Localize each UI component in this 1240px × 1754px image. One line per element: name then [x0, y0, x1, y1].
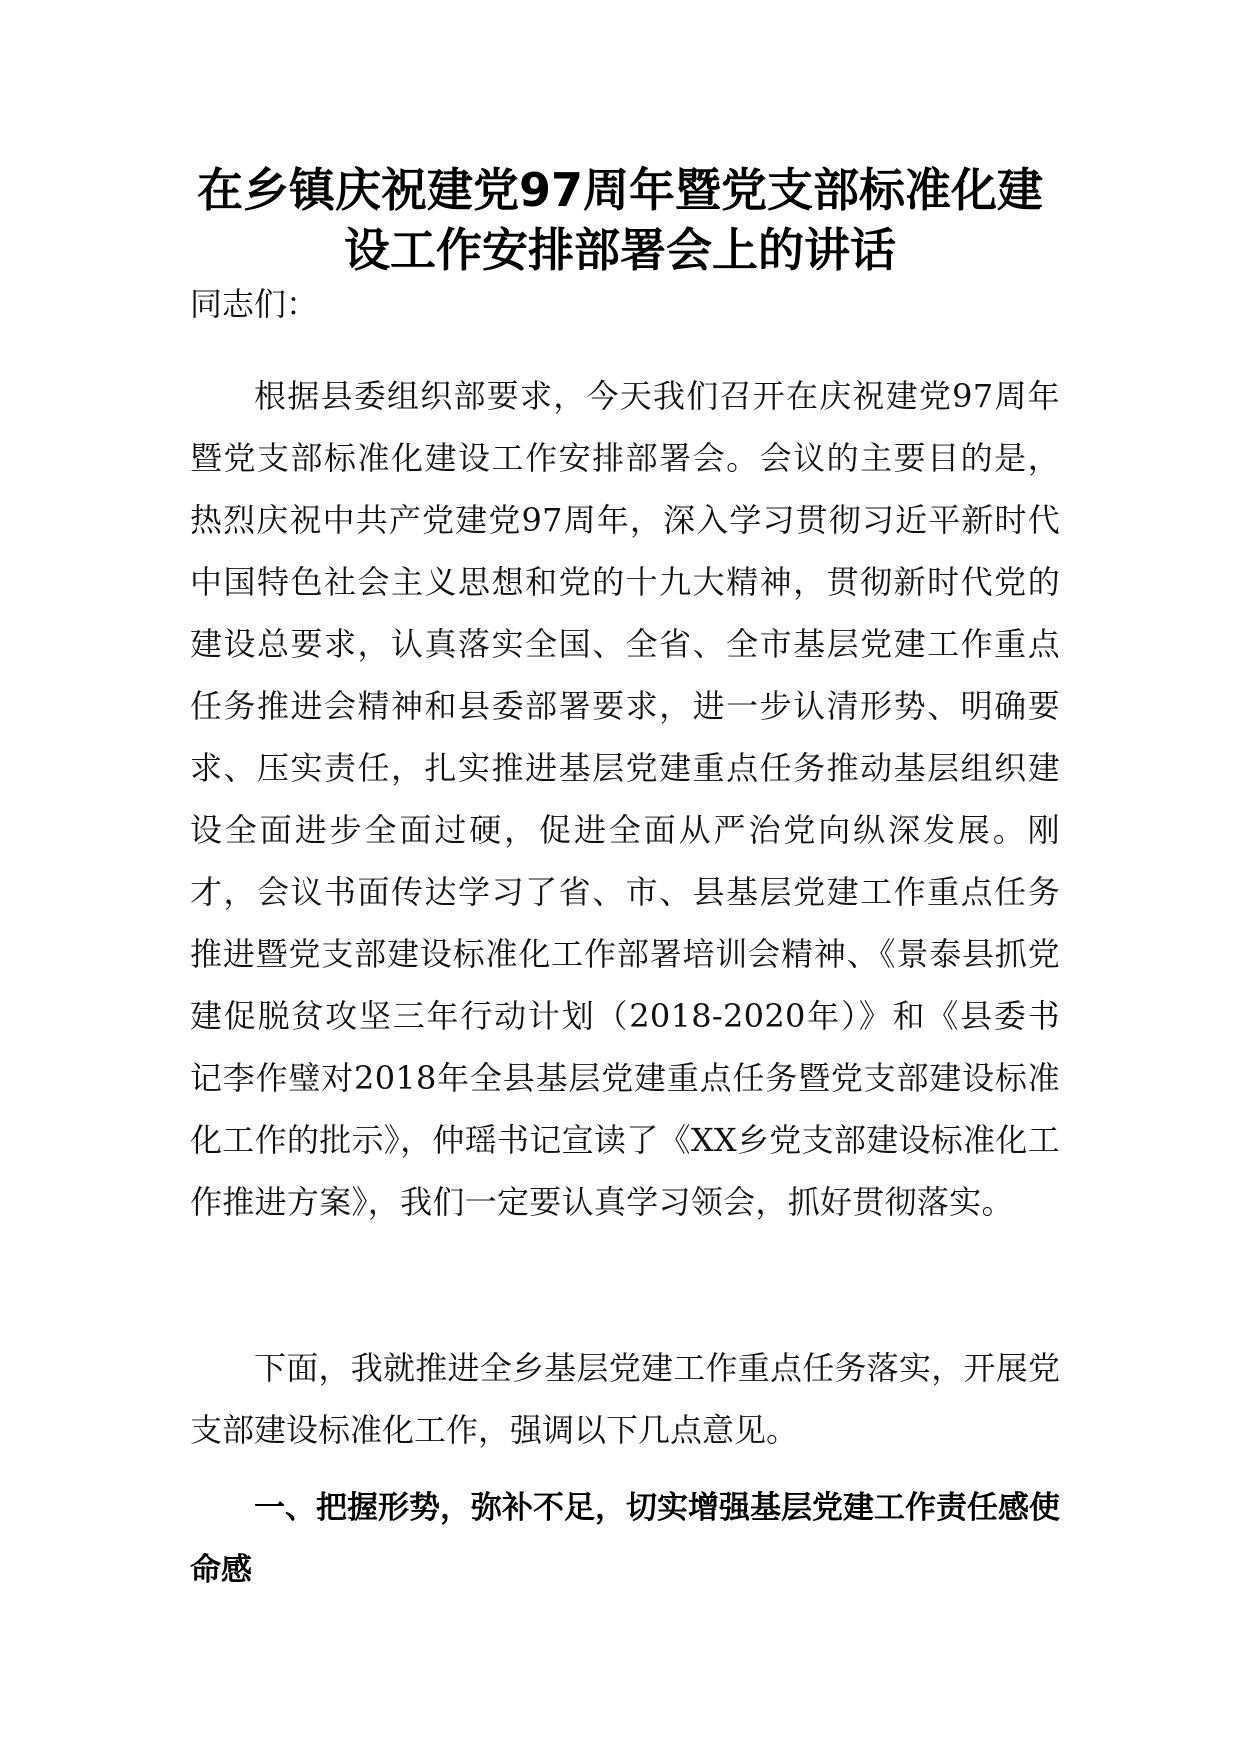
paragraph-1: 根据县委组织部要求，今天我们召开在庆祝建党97周年暨党支部标准化建设工作安排部署会。会议的主要目的是，热烈庆祝中共产党建党97周年，深入学习贯彻习近平新时代中国特色社会主义思想和党的十九大精神，贯彻新时代党的建设总要求，认真落实全国、全省、全市基层党建工作重点任务推进会精神和县委部署要求，进一步认清形势、明确要求、压实责任，扎实推进基层党建重点任务推动基层组织建设全面进步全面过硬，促进全面从严治党向纵深发展。刚才，会议书面传达学习了省、市、县基层党建工作重点任务推进暨党支部建设标准化工作部署培训会精神、《景泰县抓党建促脱贫攻坚三年行动计划（2018-2020年）》和《县委书记李作璧对2018年全县基层党建重点任务暨党支部建设标准化工作的批示》，仲瑶书记宣读了《XX乡党支部建设标准化工作推进方案》，我们一定要认真学习领会，抓好贯彻落实。	[190, 377, 1060, 1221]
paragraph-2: 下面，我就推进全乡基层党建工作重点任务落实，开展党支部建设标准化工作，强调以下几点意见。	[190, 1349, 1060, 1449]
section-heading-1: 一、把握形势，弥补不足，切实增强基层党建工作责任感使命感	[190, 1490, 1060, 1588]
document-title: 在乡镇庆祝建党97周年暨党支部标准化建设工作安排部署会上的讲话	[196, 163, 1043, 277]
greeting: 同志们：	[190, 285, 319, 323]
